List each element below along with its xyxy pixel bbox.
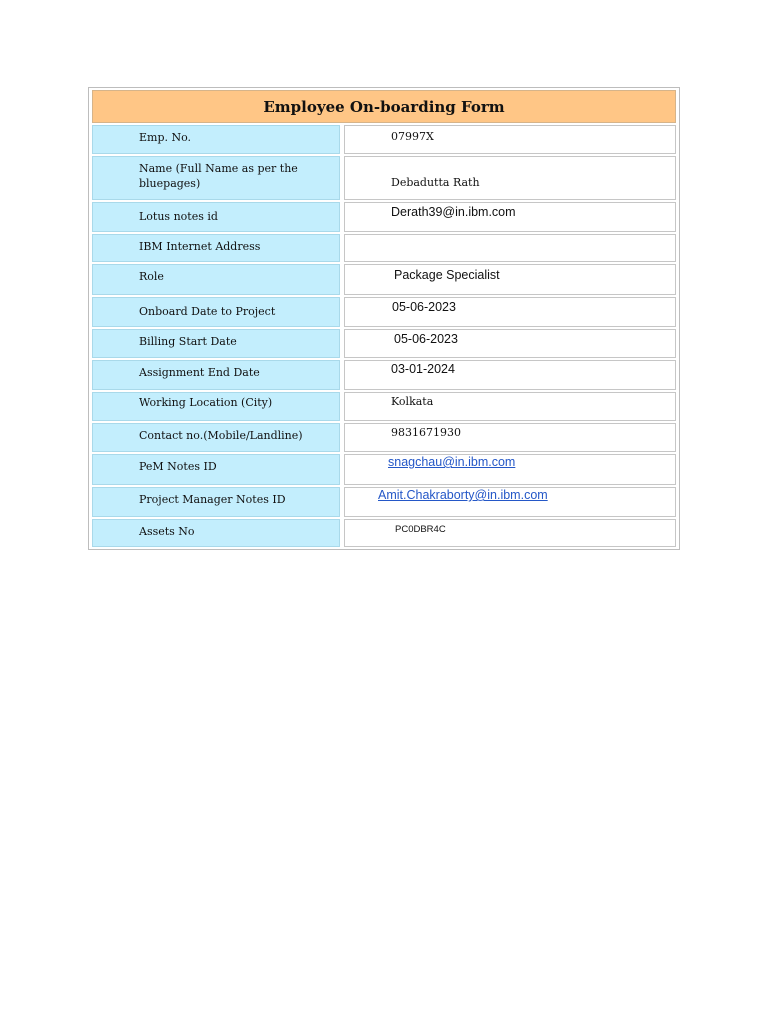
row-assignment-end-date bbox=[92, 360, 676, 390]
value-lotus-notes-id: Derath39@in.ibm.com bbox=[344, 202, 676, 232]
label-assets-no: Assets No bbox=[92, 519, 340, 547]
row-pem-notes-id bbox=[92, 454, 676, 485]
row-emp-no bbox=[92, 125, 676, 154]
value-contact-no: 9831671930 bbox=[344, 423, 676, 452]
form-title: Employee On-boarding Form bbox=[92, 90, 676, 123]
value-emp-no: 07997X bbox=[344, 125, 676, 154]
value-working-location: Kolkata bbox=[344, 392, 676, 421]
value-pem-notes-id bbox=[344, 454, 676, 485]
label-onboard-date: Onboard Date to Project bbox=[92, 297, 340, 327]
label-ibm-internet-address: IBM Internet Address bbox=[92, 234, 340, 262]
row-name bbox=[92, 156, 676, 200]
onboarding-form bbox=[88, 87, 680, 550]
value-assignment-end-date: 03-01-2024 bbox=[344, 360, 676, 390]
value-assets-no: PC0DBR4C bbox=[344, 519, 676, 547]
value-billing-start-date: 05-06-2023 bbox=[344, 329, 676, 358]
pem-notes-id-link[interactable]: snagchau@in.ibm.com bbox=[388, 455, 516, 469]
row-role bbox=[92, 264, 676, 295]
value-ibm-internet-address bbox=[344, 234, 676, 262]
label-emp-no: Emp. No. bbox=[92, 125, 340, 154]
value-onboard-date: 05-06-2023 bbox=[344, 297, 676, 327]
row-working-location bbox=[92, 392, 676, 421]
row-assets-no bbox=[92, 519, 676, 547]
label-lotus-notes-id: Lotus notes id bbox=[92, 202, 340, 232]
row-billing-start-date bbox=[92, 329, 676, 358]
label-contact-no: Contact no.(Mobile/Landline) bbox=[92, 423, 340, 452]
row-ibm-internet-address bbox=[92, 234, 676, 262]
project-manager-notes-id-link[interactable]: Amit.Chakraborty@in.ibm.com bbox=[378, 488, 548, 502]
value-project-manager-notes-id bbox=[344, 487, 676, 517]
label-name: Name (Full Name as per the bluepages) bbox=[92, 156, 340, 200]
row-onboard-date bbox=[92, 297, 676, 327]
label-billing-start-date: Billing Start Date bbox=[92, 329, 340, 358]
label-role: Role bbox=[92, 264, 340, 295]
label-project-manager-notes-id: Project Manager Notes ID bbox=[92, 487, 340, 517]
row-lotus-notes-id bbox=[92, 202, 676, 232]
value-name: Debadutta Rath bbox=[344, 156, 676, 200]
row-contact-no bbox=[92, 423, 676, 452]
label-working-location: Working Location (City) bbox=[92, 392, 340, 421]
value-role: Package Specialist bbox=[344, 264, 676, 295]
row-project-manager-notes-id bbox=[92, 487, 676, 517]
label-assignment-end-date: Assignment End Date bbox=[92, 360, 340, 390]
label-pem-notes-id: PeM Notes ID bbox=[92, 454, 340, 485]
